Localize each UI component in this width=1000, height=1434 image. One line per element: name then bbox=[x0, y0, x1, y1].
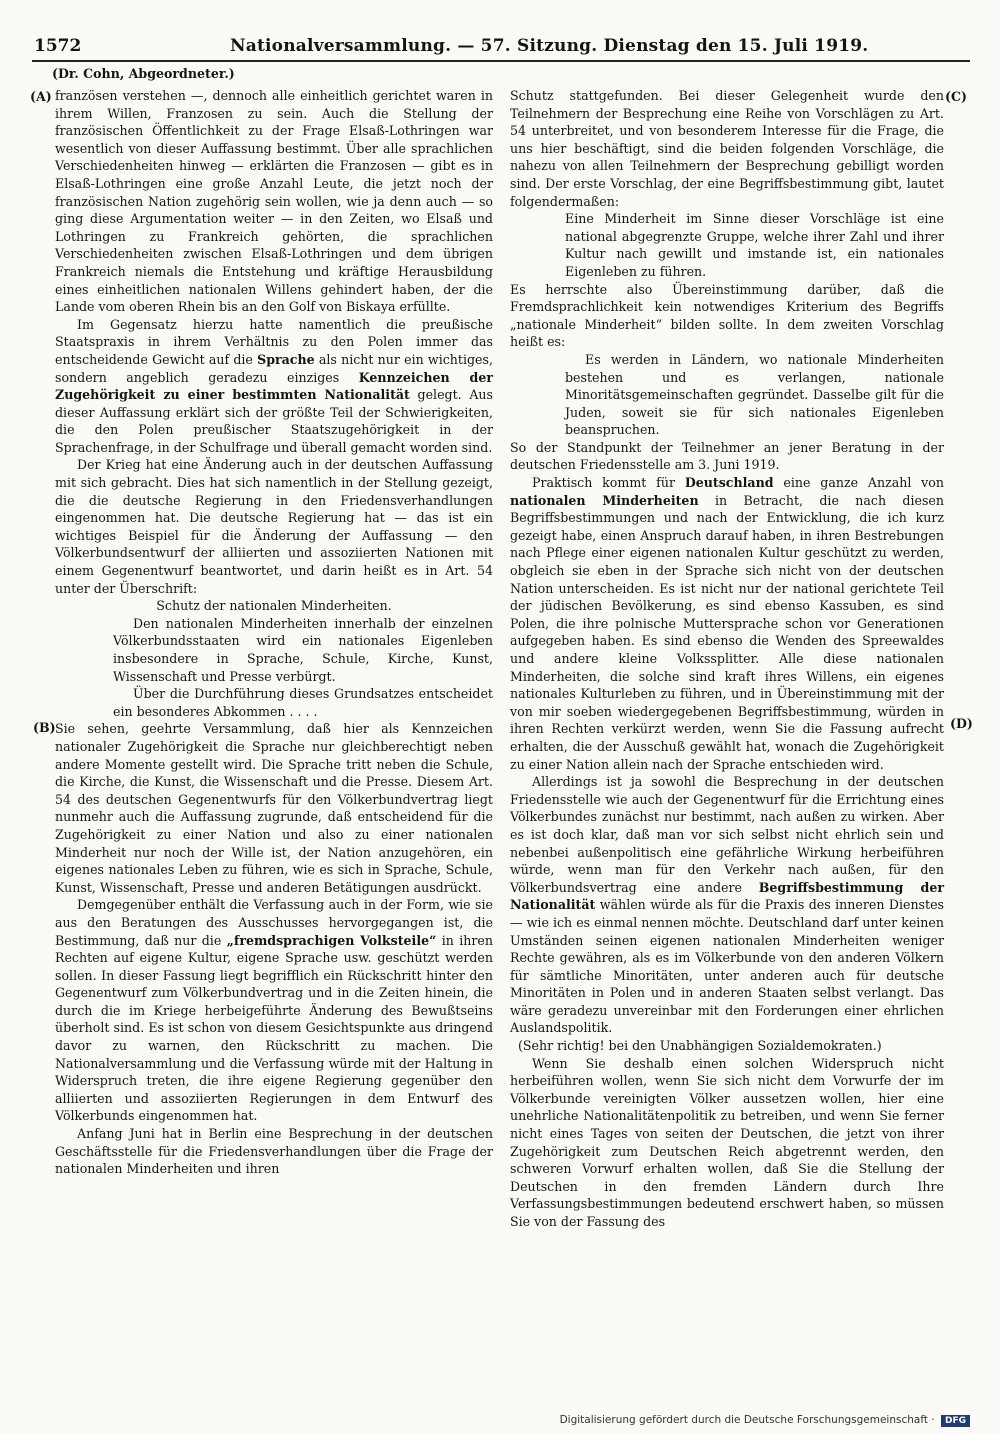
quote-paragraph: Eine Minderheit im Sinne dieser Vorschläge ist eine national abgegrenzte Gruppe, welche ihrer Zahl und ihrer Kultur nach gewillt und imstande ist, ein nationales Eigenleben zu führen. bbox=[565, 211, 944, 279]
quote-paragraph: Es werden in Ländern, wo nationale Minderheiten bestehen und es verlangen, nationale Minoritätsgemeinschaften gegründet. Dasselbe gilt für die Juden, soweit sie für sich nationales Eigenleben beanspruchen. bbox=[565, 351, 944, 438]
paragraph: Wenn Sie deshalb einen solchen Widerspruch nicht herbeiführen wollen, wenn Sie sich nicht dem Vorwurfe der im Völkerbunde vereinigten Völker aussetzen wollen, hier eine unehrliche Nationalitätenpolitik zu betreiben, und wenn Sie ferner nicht eines Tages von seiten der Deutschen, die jetzt von ihrer Zugehörigkeit zum Deutschen Reich abgetrennt werden, den schweren Vorwurf erhalten wollen, daß Sie die Stellung der Deutschen in den fremden Ländern durch Ihre Verfassungsbestimmungen bedeutend erschwert haben, so müssen Sie von der Fassung des bbox=[510, 1055, 944, 1229]
paragraph: Es herrschte also Übereinstimmung darüber, daß die Fremdsprachlichkeit kein notwendiges Kriterium des Begriffs „nationale Minderheit“ bilden sollte. In dem zweiten Vorschlag heißt es: bbox=[510, 281, 944, 350]
paragraph: Im Gegensatz hierzu hatte namentlich die preußische Staatspraxis in ihrem Verhältnis zu den Polen immer das entscheidende Gewicht auf die Sprache als nicht nur ein wichtiges, sondern angeblich geradezu einziges Kennzeichen der Zugehörigkeit zu einer bestimmten Nationalität gelegt. Aus dieser Auffassung erklärt sich der größte Teil der Schwierigkeiten, die den Polen preußischer Staatszugehörigkeit in der Sprachenfrage, in der Schulfrage und überall gemacht worden sind. bbox=[55, 316, 493, 455]
margin-marker-c: (C) bbox=[945, 89, 967, 104]
right-column bbox=[510, 87, 944, 1231]
page-number: 1572 bbox=[34, 36, 82, 56]
left-column bbox=[55, 87, 493, 1178]
footer-text: Digitalisierung gefördert durch die Deutsche Forschungsgemeinschaft bbox=[559, 1414, 928, 1426]
paragraph: Praktisch kommt für Deutschland eine ganze Anzahl von nationalen Minderheiten in Betracht, die nach diesen Begriffsbestimmungen und nach der Entwicklung, die ich kurz gezeigt habe, einen Anspruch darauf haben, in ihren Bestrebungen nach Pflege einer eigenen nationalen Kultur geschützt zu werden, obgleich sie eben in der Sprache sich nicht von der deutschen Nation unterscheiden. Es ist nicht nur der national gerichtete Teil der jüdischen Bevölkerung, es sind ebenso Kassuben, es sind Polen, die ihre polnische Muttersprache schon vor Generationen aufgegeben haben. Es sind ebenso die Wenden des Spreewaldes und andere kleine Volkssplitter. Alle diese nationalen Minderheiten, die solche sind kraft ihres Willens, ein eigenes nationales Kulturleben zu führen, und in Übereinstimmung mit der von mir soeben wiedergegebenen Begriffsbestimmung, würden in ihren Rechten verkürzt werden, wenn Sie die Fassung aufrecht erhalten, die der Ausschuß gewählt hat, wonach die Zugehörigkeit zu einer Nation allein nach der Sprache entschieden wird. bbox=[510, 475, 944, 772]
paragraph: Demgegenüber enthält die Verfassung auch in der Form, wie sie aus den Beratungen des Ausschusses hervorgegangen ist, die Bestimmung, daß nur die „fremdsprachigen Volksteile“ in ihren Rechten auf eigene Kultur, eigene Sprache usw. geschützt werden sollen. In dieser Fassung liegt begrifflich ein Rückschritt hinter den Gegenentwurf zum Völkerbundvertrag und in die Zeiten hinein, die durch die im Kriege herbeigeführte Änderung des Bewußtseins überholt sind. Es ist schon von diesem Gesichtspunkte aus dringend davor zu warnen, den Rückschritt zu machen. Die Nationalversammlung und die Verfassung würde mit der Haltung in Widerspruch treten, die ihre eigene Regierung gegenüber den alliierten und assoziierten Regierungen in dem Entwurf des Völkerbunds eingenommen hat. bbox=[55, 897, 493, 1124]
paragraph: Sie sehen, geehrte Versammlung, daß hier als Kennzeichen nationaler Zugehörigkeit die Sprache nur gleichberechtigt neben andere Momente gestellt wird. Die Sprache tritt neben die Schule, die Kirche, die Kunst, die Wissenschaft und die Presse. Diesem Art. 54 des deutschen Gegenentwurfs für den Völkerbundvertrag liegt nunmehr auch die Auffassung zugrunde, daß entscheidend für die Zugehörigkeit zu einer Nation und also zu einer nationalen Minderheit nur noch der Wille ist, der Nation anzugehören, ein eigenes nationales Leben zu führen, wie es sich in Sprache, Schule, Kunst, Wissenschaft, Presse und anderen Betätigungen ausdrückt. bbox=[55, 721, 493, 895]
bold-term: „fremdsprachigen Volksteile“ bbox=[226, 932, 437, 948]
footer-credit: Digitalisierung gefördert durch die Deutsche Forschungsgemeinschaft · DFG bbox=[560, 1414, 970, 1427]
margin-marker-a: (A) bbox=[30, 89, 52, 104]
bold-term: Sprache bbox=[257, 351, 315, 367]
running-title: Nationalversammlung. — 57. Sitzung. Dienstag den 15. Juli 1919. bbox=[230, 36, 869, 56]
quote-heading: Schutz der nationalen Minderheiten. bbox=[156, 598, 392, 614]
paragraph: Der Krieg hat eine Änderung auch in der deutschen Auffassung mit sich gebracht. Dies hat sich namentlich in der Stellung gezeigt, die die deutsche Regierung in den Friedensverhandlungen eingenommen hat. Die deutsche Regierung hat — das ist ein wichtiges Beispiel für die Änderung der Auffassung — den Völkerbundsentwurf der alliierten und assoziierten Nationen mit einem Gegenentwurf beantwortet, und darin heißt es in Art. 54 unter der Überschrift: bbox=[55, 457, 493, 596]
page-header bbox=[32, 26, 970, 62]
paragraph: Anfang Juni hat in Berlin eine Besprechung in der deutschen Geschäftsstelle für die Friedensverhandlungen über die Frage der nationalen Minderheiten und ihren bbox=[55, 1126, 493, 1177]
bold-term: Begriffsbestimmung der Nationalität bbox=[510, 879, 944, 913]
interjection: (Sehr richtig! bei den Unabhängigen Sozialdemokraten.) bbox=[518, 1038, 882, 1054]
quote-paragraph: Den nationalen Minderheiten innerhalb der einzelnen Völkerbundsstaaten wird ein nationales Eigenleben insbesondere in Sprache, Schule, Kirche, Kunst, Wissenschaft und Presse verbürgt. bbox=[113, 615, 493, 684]
margin-marker-d: (D) bbox=[950, 716, 973, 731]
bold-term: nationalen Minderheiten bbox=[510, 492, 699, 508]
bold-term: Kennzeichen der Zugehörigkeit zu einer bestimmten Nationalität bbox=[55, 369, 493, 403]
paragraph: französen verstehen —, dennoch alle einheitlich gerichtet waren in ihrem Willen, Franzosen zu sein. Auch die Stellung der französischen Öffentlichkeit zu der Frage Elsaß-Lothringen war wesentlich von dieser Auffassung bestimmt. Über alle sprachlichen Verschiedenheiten hinweg — erklärten die Franzosen — gibt es in Elsaß-Lothringen eine große Anzahl Leute, die jetzt noch der französischen Nation zugehörig sein wollen, wie ja denn auch — so ging diese Argumentation weiter — in den Zeiten, wo Elsaß und Lothringen zu Frankreich gehörten, die sprachlichen Verschiedenheiten zwischen Elsaß-Lothringen und dem übrigen Frankreich niemals die Entstehung und kräftige Herausbildung eines einheitlichen nationalen Willens gehindert haben, der die Lande vom oberen Rhein bis an den Golf von Biskaya erfüllte. bbox=[55, 88, 493, 315]
margin-marker-b: (B) bbox=[33, 720, 56, 735]
paragraph: Allerdings ist ja sowohl die Besprechung in der deutschen Friedensstelle wie auch der Gegenentwurf für die Errichtung eines Völkerbundes zunächst nur bestimmt, nach außen zu wirken. Aber es ist doch klar, daß man vor sich selbst nicht ehrlich sein und nebenbei außenpolitisch eine gefährliche Wirkung herbeiführen würde, wenn man für den Verkehr nach außen, für den Völkerbundsvertrag eine andere Begriffsbestimmung der Nationalität wählen würde als für die Praxis des inneren Dienstes — wie ich es einmal nennen möchte. Deutschland darf unter keinen Umständen seinen eigenen nationalen Minderheiten weniger Rechte gewähren, als es im Völkerbunde von den anderen Völkern für sämtliche Minoritäten, unter anderen auch für deutsche Minoritäten in Polen und in anderen Staaten selbst verlangt. Das wäre geradezu unvereinbar mit den Forderungen einer ehrlichen Auslandspolitik. bbox=[510, 774, 944, 1036]
dfg-logo: DFG bbox=[941, 1415, 970, 1427]
paragraph: So der Standpunkt der Teilnehmer an jener Beratung in der deutschen Friedensstelle am 3. Juni 1919. bbox=[510, 439, 944, 473]
paragraph: Schutz stattgefunden. Bei dieser Gelegenheit wurde den Teilnehmern der Besprechung eine Reihe von Vorschlägen zu Art. 54 unterbreitet, und von besonderem Interesse für die Frage, die uns hier beschäftigt, sind die beiden folgenden Vorschläge, die nahezu von allen Teilnehmern der Besprechung gebilligt worden sind. Der erste Vorschlag, der eine Begriffsbestimmung gibt, lautet folgendermaßen: bbox=[510, 88, 944, 209]
speaker-label: (Dr. Cohn, Abgeordneter.) bbox=[52, 66, 235, 81]
quote-paragraph: Über die Durchführung dieses Grundsatzes entscheidet ein besonderes Abkommen . . . . bbox=[113, 686, 493, 719]
bold-term: Deutschland bbox=[684, 475, 774, 491]
